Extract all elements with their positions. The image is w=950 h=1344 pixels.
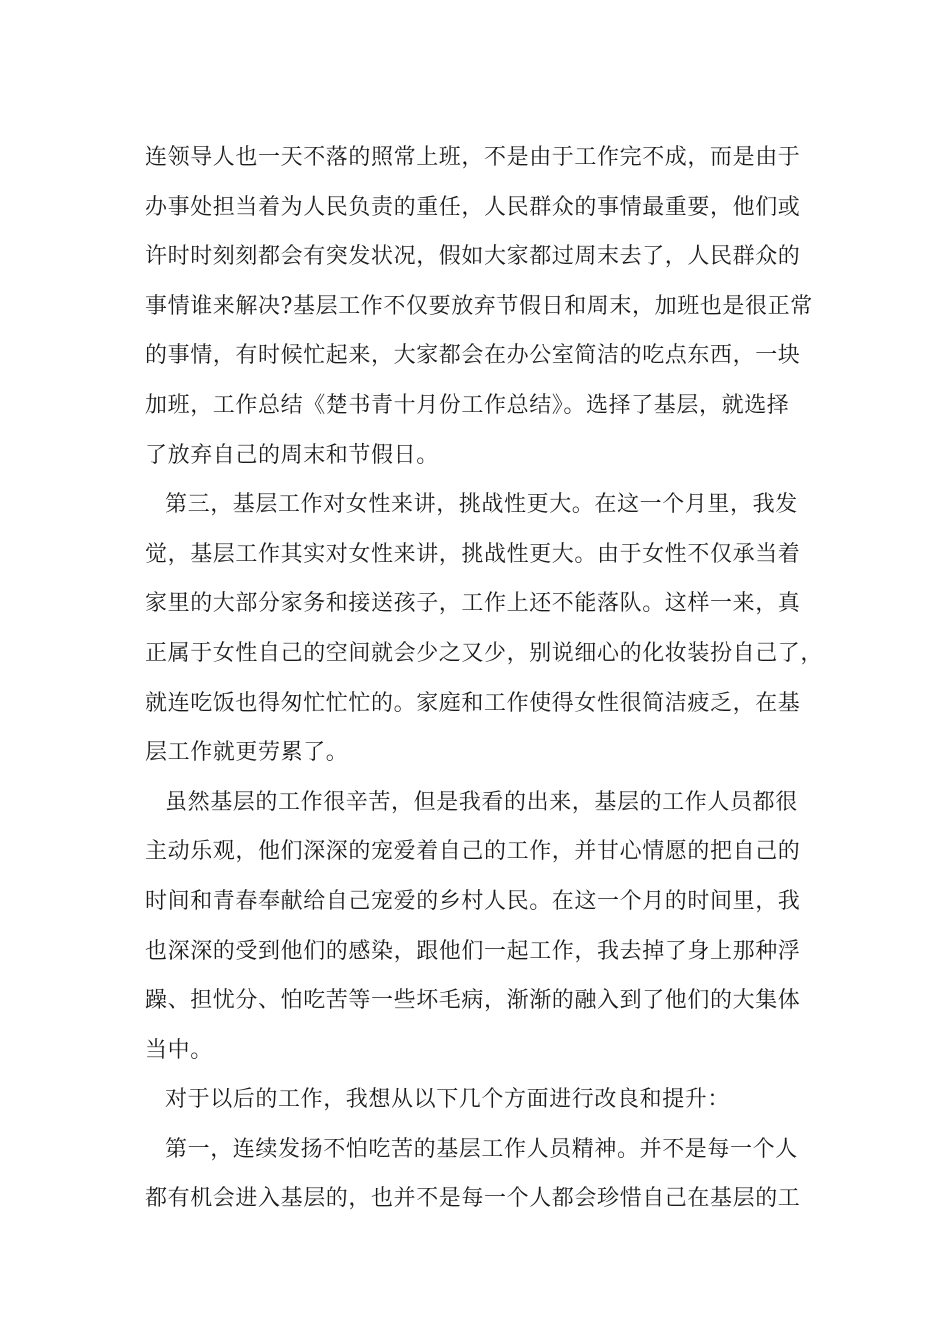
text-line: 觉，基层工作其实对女性来讲，挑战性更大。由于女性不仅承当着 — [145, 541, 801, 567]
text-line: 层工作就更劳累了。 — [145, 740, 349, 766]
text-line: 当中。 — [145, 1037, 213, 1063]
text-line: 事情谁来解决?基层工作不仅要放弃节假日和周末，加班也是很正常 — [145, 293, 813, 319]
text-line: 正属于女性自己的空间就会少之又少，别说细心的化妆装扮自己了， — [145, 640, 824, 666]
text-line: 了放弃自己的周末和节假日。 — [145, 442, 439, 468]
text-line: 就连吃饭也得匆忙忙忙的。家庭和工作使得女性很简洁疲乏，在基 — [145, 690, 801, 716]
text-line: 对于以后的工作，我想从以下几个方面进行改良和提升： — [165, 1087, 731, 1113]
text-line: 办事处担当着为人民负责的重任，人民群众的事情最重要，他们或 — [145, 194, 801, 220]
text-line: 第一，连续发扬不怕吃苦的基层工作人员精神。并不是每一个人 — [165, 1136, 798, 1162]
text-line: 第三，基层工作对女性来讲，挑战性更大。在这一个月里，我发 — [165, 492, 798, 518]
text-line: 躁、担忧分、怕吃苦等一些坏毛病，渐渐的融入到了他们的大集体 — [145, 988, 801, 1014]
text-line: 许时时刻刻都会有突发状况，假如大家都过周末去了，人民群众的 — [145, 244, 801, 270]
text-line: 家里的大部分家务和接送孩子，工作上还不能落队。这样一来，真 — [145, 591, 801, 617]
text-line: 虽然基层的工作很辛苦，但是我看的出来，基层的工作人员都很 — [165, 789, 798, 815]
text-line: 连领导人也一天不落的照常上班，不是由于工作完不成，而是由于 — [145, 145, 801, 170]
document-body — [145, 133, 825, 1224]
text-line: 加班，工作总结《楚书青十月份工作总结》。选择了基层，就选择 — [145, 392, 790, 418]
text-line: 时间和青春奉献给自己宠爱的乡村人民。在这一个月的时间里，我 — [145, 888, 801, 914]
text-line: 也深深的受到他们的感染，跟他们一起工作，我去掉了身上那种浮 — [145, 938, 801, 964]
text-line: 都有机会进入基层的，也并不是每一个人都会珍惜自己在基层的工 — [145, 1186, 801, 1212]
text-line: 主动乐观，他们深深的宠爱着自己的工作，并甘心情愿的把自己的 — [145, 839, 801, 865]
text-line: 的事情，有时候忙起来，大家都会在办公室简洁的吃点东西，一块 — [145, 343, 801, 369]
